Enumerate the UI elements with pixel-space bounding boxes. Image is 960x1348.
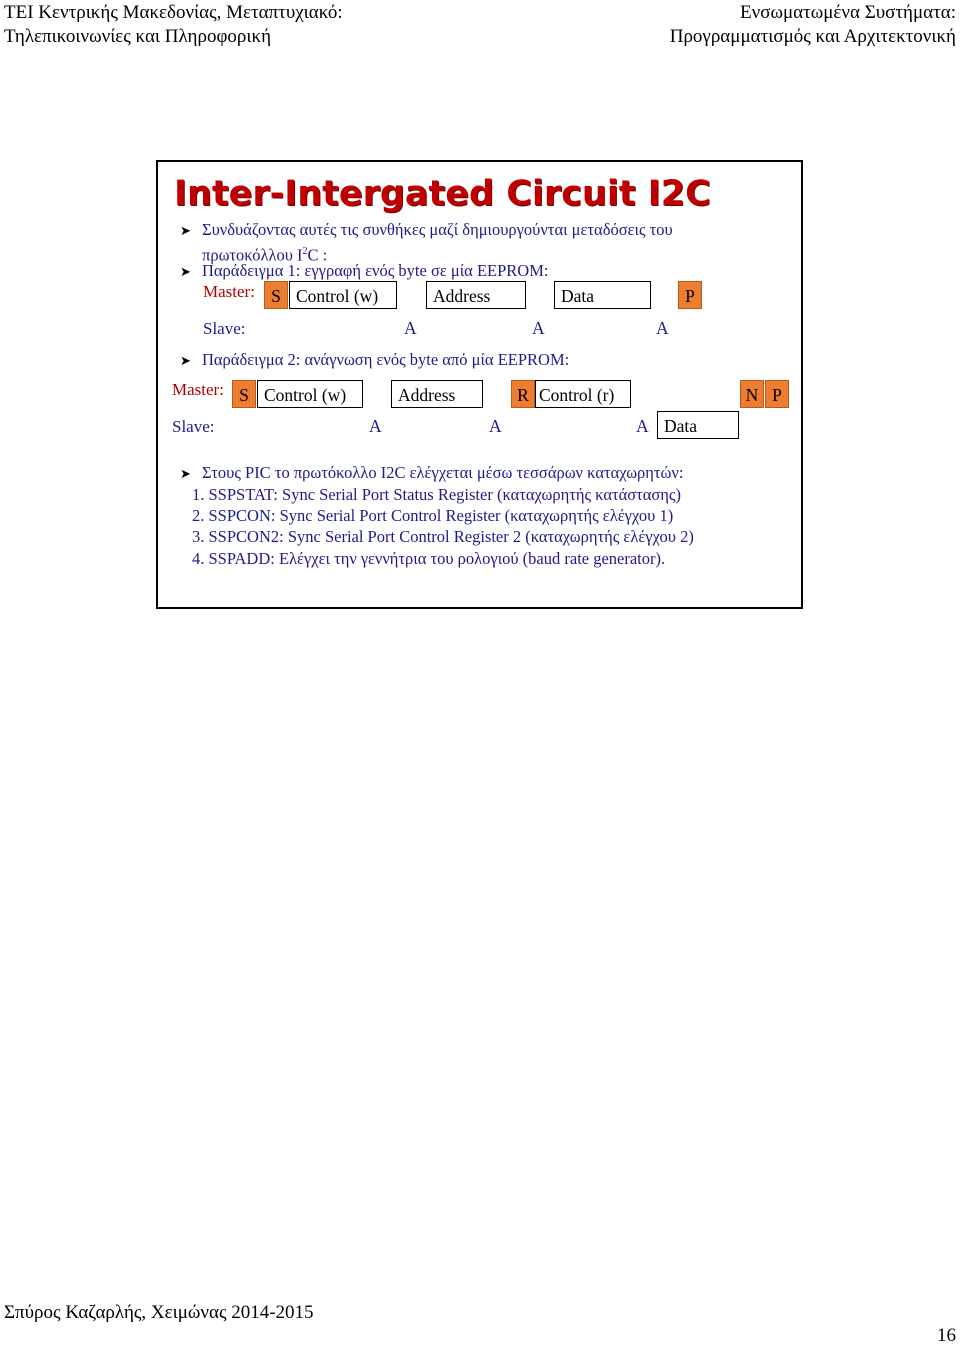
register-item: 1. SSPSTAT: Sync Serial Port Status Register (καταχωρητής κατάστασης) (192, 485, 681, 504)
ex1-master-label: Master: (203, 282, 255, 301)
ex2-control-w-box: Control (w) (257, 380, 363, 408)
ex1-ack3: A (656, 318, 669, 338)
arrow-bullet-icon: ➤ (180, 224, 191, 239)
ex2-stop-box: P (765, 380, 789, 408)
example2-text: Παράδειγμα 2: ανάγνωση ενός byte από μία EEPROM: (202, 350, 570, 369)
registers-intro (180, 463, 683, 485)
ex1-slave-label: Slave: (203, 319, 246, 338)
intro-line1: Συνδυάζοντας αυτές τις συνθήκες μαζί δημιουργούνται μεταδόσεις του (202, 220, 673, 239)
intro-line2-sup: 2 (302, 246, 308, 257)
ex1-control-w-box: Control (w) (289, 281, 397, 309)
intro-line2-b: C : (307, 245, 328, 265)
ex2-ack1: A (369, 416, 382, 436)
header-left (4, 1, 343, 49)
ex1-ack1: A (404, 318, 417, 338)
page-number: 16 (937, 1325, 956, 1346)
ex2-ack3: A (636, 416, 649, 436)
example2-heading (180, 350, 569, 372)
ex2-control-r-box: Control (r) (535, 380, 631, 408)
header-right (670, 1, 956, 49)
ex1-ack2: A (532, 318, 545, 338)
header-left-line2: Τηλεπικοινωνίες και Πληροφορική (4, 26, 272, 47)
slide (156, 160, 803, 609)
intro-paragraph (180, 220, 673, 266)
ex2-address-box: Address (391, 380, 483, 408)
ex1-address-box: Address (426, 281, 526, 309)
arrow-bullet-icon: ➤ (180, 265, 191, 280)
footer-author: Σπύρος Καζαρλής, Χειμώνας 2014-2015 (4, 1302, 314, 1323)
example1-text: Παράδειγμα 1: εγγραφή ενός byte σε μία EEPROM: (202, 261, 549, 280)
ex1-start-box: S (264, 281, 288, 309)
header-right-line1: Ενσωματωμένα Συστήματα: (740, 2, 956, 23)
ex2-ack2: A (489, 416, 502, 436)
register-item: 4. SSPADD: Ελέγχει την γεννήτρια του ρολογιού (baud rate generator). (192, 549, 666, 568)
ex2-master-label: Master: (172, 380, 224, 399)
intro-line2-a: πρωτοκόλλου I (202, 245, 303, 265)
arrow-bullet-icon: ➤ (180, 467, 191, 482)
example1-heading (180, 261, 548, 283)
header-right-line2: Προγραμματισμός και Αρχιτεκτονική (669, 26, 956, 47)
ex2-nack-box: N (740, 380, 764, 408)
ex2-start-box: S (232, 380, 256, 408)
ex2-slave-label: Slave: (172, 417, 215, 436)
register-item: 3. SSPCON2: Sync Serial Port Control Register 2 (καταχωρητής ελέγχου 2) (192, 527, 694, 546)
registers-intro-text: Στους PIC το πρωτόκολλο I2C ελέγχεται μέσω τεσσάρων καταχωρητών: (202, 463, 684, 482)
register-item: 2. SSPCON: Sync Serial Port Control Register (καταχωρητής ελέγχου 1) (192, 506, 674, 525)
header-left-line1: ΤΕΙ Κεντρικής Μακεδονίας, Μεταπτυχιακό: (4, 2, 343, 23)
arrow-bullet-icon: ➤ (180, 354, 191, 369)
ex1-stop-box: P (678, 281, 702, 309)
ex2-restart-box: R (511, 380, 535, 408)
ex2-data-box: Data (657, 411, 739, 439)
slide-title: Inter-Intergated Circuit I2C (174, 174, 711, 214)
ex1-data-box: Data (554, 281, 651, 309)
